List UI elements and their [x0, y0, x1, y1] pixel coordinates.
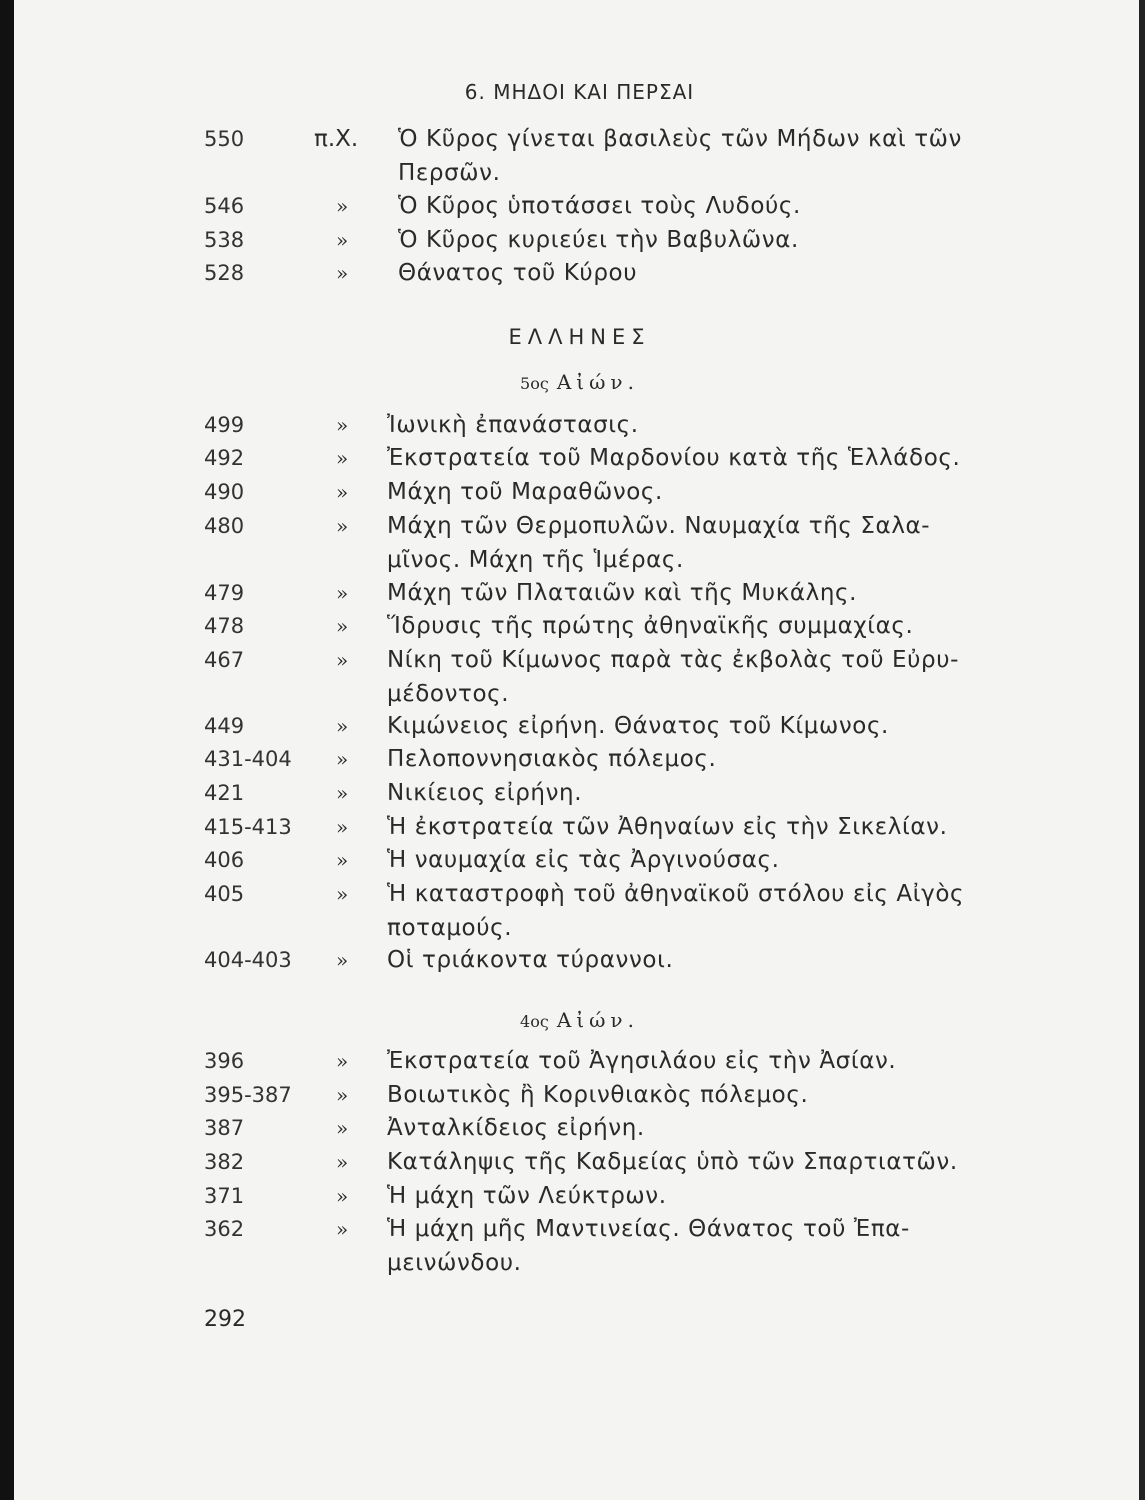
entry-text-continued: μέδοντος.: [387, 681, 510, 707]
entry-text: Ἡ ἐκστρατεία τῶν Ἀθηναίων εἰς τὴν Σικελίαν.: [387, 814, 948, 840]
entry-text: Νίκη τοῦ Κίμωνος παρὰ τὰς ἐκβολὰς τοῦ Εὐρυ-: [387, 647, 960, 673]
entry-year: 405: [204, 882, 245, 906]
entry-text: Ἰωνικὴ ἐπανάστασις.: [387, 412, 639, 438]
entry-marker: »: [336, 1116, 349, 1140]
entry-text-continued: μῖνος. Μάχη τῆς Ἱμέρας.: [387, 547, 684, 573]
entry-marker: »: [336, 1150, 349, 1174]
entry-year: 528: [204, 261, 245, 285]
entry-text: Ἡ ναυμαχία εἰς τὰς Ἀργινούσας.: [387, 847, 780, 873]
entry-text: Ἡ καταστροφὴ τοῦ ἀθηναϊκοῦ στόλου εἰς Αἰγὸς: [387, 881, 965, 907]
entry-text: Νικίειος εἰρήνη.: [387, 780, 583, 806]
entry-text: Κιμώνειος εἰρήνη. Θάνατος τοῦ Κίμωνος.: [387, 713, 889, 739]
entry-marker: »: [336, 480, 349, 504]
entry-year: 406: [204, 848, 245, 872]
entry-text: Πελοποννησιακὸς πόλεμος.: [387, 746, 717, 772]
entry-year: 479: [204, 581, 245, 605]
entry-text-continued: Περσῶν.: [398, 160, 501, 186]
entry-marker: »: [336, 848, 349, 872]
entry-text: Ἵδρυσις τῆς πρώτης ἀθηναϊκῆς συμμαχίας.: [387, 613, 914, 639]
entry-marker: »: [336, 228, 349, 252]
entry-year: 415-413: [204, 815, 292, 839]
century-4-heading: [14, 1008, 1145, 1032]
entry-marker: »: [336, 1217, 349, 1241]
entry-text: Ἡ μάχη τῶν Λεύκτρων.: [387, 1183, 667, 1209]
entry-year: 467: [204, 648, 245, 672]
entry-marker: »: [336, 714, 349, 738]
entry-marker: »: [336, 882, 349, 906]
entry-year: 538: [204, 228, 245, 252]
entry-text: Ὁ Κῦρος κυριεύει τὴν Βαβυλῶνα.: [398, 227, 799, 253]
entry-text: Ὁ Κῦρος ὑποτάσσει τοὺς Λυδούς.: [398, 193, 801, 219]
entry-year: 421: [204, 781, 245, 805]
entry-marker: »: [336, 194, 349, 218]
entry-year: 431-404: [204, 747, 292, 771]
entry-marker: »: [336, 948, 349, 972]
entry-marker: »: [336, 1184, 349, 1208]
entry-year: 382: [204, 1150, 245, 1174]
entry-text: Μάχη τοῦ Μαραθῶνος.: [387, 479, 663, 505]
entry-text: Ἐκστρατεία τοῦ Ἀγησιλάου εἰς τὴν Ἀσίαν.: [387, 1048, 897, 1074]
entry-year: 371: [204, 1184, 245, 1208]
entry-text: Ἀνταλκίδειος εἰρήνη.: [387, 1115, 645, 1141]
entry-marker: »: [336, 815, 349, 839]
entry-marker: »: [336, 781, 349, 805]
entry-marker: »: [336, 1049, 349, 1073]
entry-text: Θάνατος τοῦ Κύρου: [398, 260, 638, 286]
entry-text-continued: ποταμούς.: [387, 915, 513, 941]
scan-border: [1139, 0, 1145, 1500]
entry-marker: »: [336, 614, 349, 638]
entry-year: 362: [204, 1217, 245, 1241]
entry-text-continued: μεινώνδου.: [387, 1250, 522, 1276]
entry-year: 480: [204, 514, 245, 538]
entry-text: Μάχη τῶν Θερμοπυλῶν. Ναυμαχία τῆς Σαλα-: [387, 513, 931, 539]
entry-marker: »: [336, 747, 349, 771]
book-page: [14, 0, 1145, 1500]
entry-year: 478: [204, 614, 245, 638]
entry-year: 546: [204, 194, 245, 218]
entry-marker: »: [336, 648, 349, 672]
entry-year: 499: [204, 413, 245, 437]
entry-marker: π.Χ.: [314, 126, 359, 152]
century-word: Αἰών.: [556, 370, 639, 394]
greeks-heading: ΕΛΛΗΝΕΣ: [508, 325, 651, 349]
entry-text: Βοιωτικὸς ἢ Κορινθιακὸς πόλεμος.: [387, 1082, 809, 1108]
entry-marker: »: [336, 413, 349, 437]
page-number: 292: [204, 1307, 246, 1332]
century-number: 5ος: [520, 374, 549, 393]
entry-text: Ἐκστρατεία τοῦ Μαρδονίου κατὰ τῆς Ἑλλάδος.: [387, 445, 961, 471]
entry-marker: »: [336, 514, 349, 538]
entry-year: 395-387: [204, 1083, 292, 1107]
century-5-heading: [14, 370, 1145, 394]
entry-text: Οἱ τριάκοντα τύραννοι.: [387, 947, 674, 973]
entry-marker: »: [336, 1083, 349, 1107]
century-number: 4ος: [520, 1012, 549, 1031]
entry-text: Κατάληψις τῆς Καδμείας ὑπὸ τῶν Σπαρτιατῶν.: [387, 1149, 958, 1175]
entry-year: 490: [204, 480, 245, 504]
entry-marker: »: [336, 261, 349, 285]
entry-year: 492: [204, 446, 245, 470]
entry-year: 449: [204, 714, 245, 738]
entry-year: 396: [204, 1049, 245, 1073]
entry-text: Μάχη τῶν Πλαταιῶν καὶ τῆς Μυκάλης.: [387, 580, 858, 606]
entry-year: 404-403: [204, 948, 292, 972]
entry-marker: »: [336, 446, 349, 470]
entry-year: 387: [204, 1116, 245, 1140]
entry-text: Ἡ μάχη μῆς Μαντινείας. Θάνατος τοῦ Ἐπα-: [387, 1216, 910, 1242]
entry-text: Ὁ Κῦρος γίνεται βασιλεὺς τῶν Μήδων καὶ τῶν: [398, 126, 962, 152]
century-word: Αἰών.: [556, 1008, 639, 1032]
section-title: 6. ΜΗΔΟΙ ΚΑΙ ΠΕΡΣΑΙ: [464, 80, 695, 104]
entry-year: 550: [204, 127, 245, 151]
entry-marker: »: [336, 581, 349, 605]
